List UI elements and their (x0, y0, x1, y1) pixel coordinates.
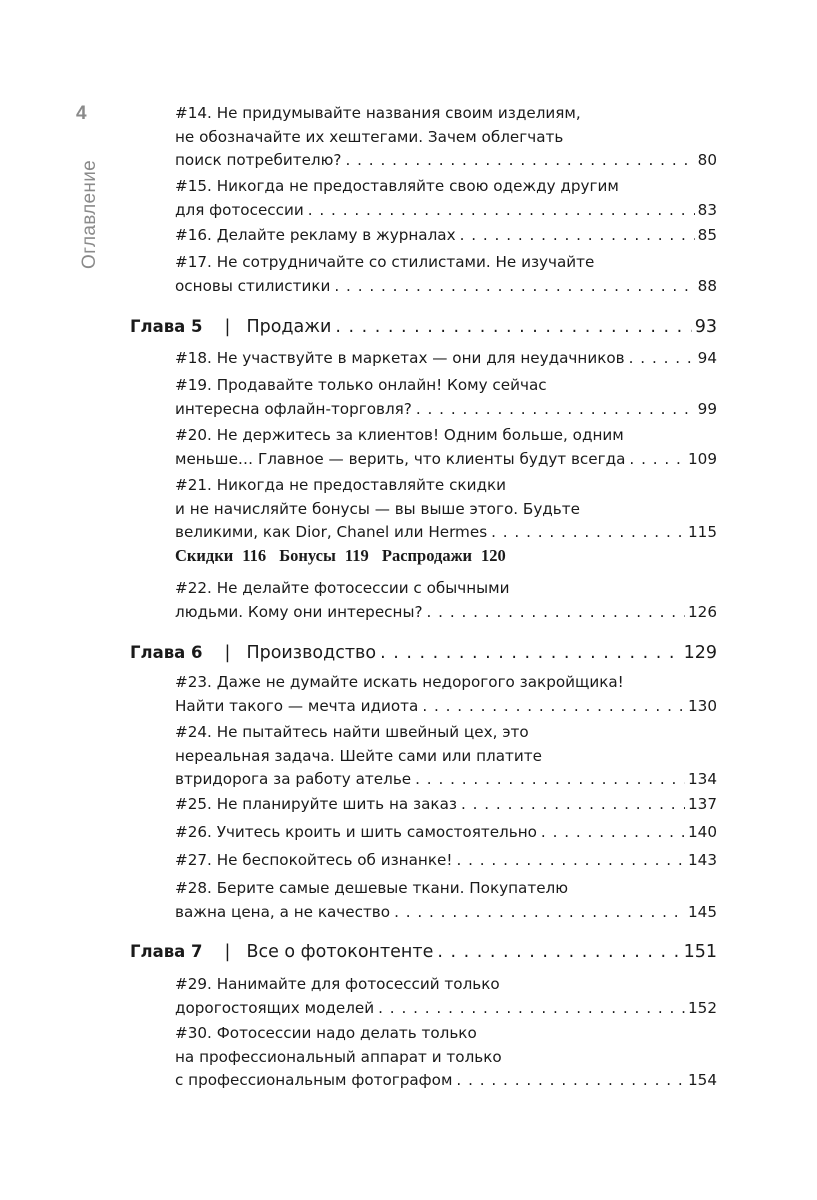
entry-line: дорогостоящих моделей (175, 998, 375, 1017)
toc-entry-16[interactable] (175, 224, 717, 248)
entry-line: #19. Продавайте только онлайн! Кому сейчас (175, 376, 547, 394)
subsection-label[interactable]: Скидки (175, 546, 234, 565)
entry-page: 154 (688, 1071, 717, 1089)
entry-page: 130 (688, 696, 717, 715)
leader-dots (378, 997, 685, 1021)
entry-line: #20. Не держитесь за клиентов! Одним больше, одним (175, 426, 624, 444)
leader-dots (334, 275, 694, 299)
chapter-label: Глава 6 (130, 643, 203, 662)
leader-dots (437, 939, 680, 965)
entry-page: 126 (688, 602, 717, 621)
chapter-6-heading[interactable] (130, 640, 717, 666)
leader-dots (427, 601, 685, 625)
subsection-list (175, 546, 515, 566)
entry-line: поиск потребителю? (175, 151, 342, 169)
entry-page: 140 (688, 823, 717, 841)
entry-line: #18. Не участвуйте в маркетах — они для неудачников (175, 349, 625, 367)
chapter-separator: | (224, 643, 231, 663)
toc-entry-15[interactable] (175, 175, 717, 222)
entry-page: 134 (688, 770, 717, 788)
chapter-title: Производство (246, 643, 377, 663)
entry-page: 137 (688, 795, 717, 813)
entry-page: 94 (697, 349, 717, 367)
chapter-page: 151 (683, 942, 717, 962)
entry-line: великими, как Dior, Chanel или Hermes (175, 523, 488, 541)
entry-line: #26. Учитесь кроить и шить самостоятельно (175, 823, 537, 841)
subsection-page: 120 (481, 546, 506, 565)
entry-line: основы стилистики (175, 276, 331, 295)
leader-dots (422, 695, 685, 719)
entry-line: интересна офлайн-торговля? (175, 399, 412, 418)
toc-entry-20[interactable] (175, 424, 717, 471)
leader-dots (629, 448, 685, 472)
entry-page: 85 (697, 226, 717, 244)
leader-dots (416, 398, 695, 422)
toc-entry-17[interactable] (175, 251, 717, 298)
entry-line: с профессиональным фотографом (175, 1071, 453, 1089)
entry-line: #15. Никогда не предоставляйте свою одежду другим (175, 177, 619, 195)
entry-line: #22. Не делайте фотосессии с обычными (175, 579, 510, 597)
leader-dots (629, 347, 695, 371)
toc-entry-27[interactable] (175, 849, 717, 873)
entry-page: 115 (688, 523, 717, 541)
entry-page: 99 (697, 399, 717, 418)
entry-page: 80 (697, 151, 717, 169)
subsection-label[interactable]: Распродажи (381, 546, 473, 565)
chapter-separator: | (224, 317, 231, 337)
leader-dots (394, 901, 685, 925)
page-number: 4 (76, 103, 87, 124)
entry-line: #30. Фотосессии надо делать только (175, 1024, 477, 1042)
entry-line: людьми. Кому они интересны? (175, 602, 423, 621)
leader-dots (415, 768, 685, 792)
subsection-page: 119 (344, 546, 369, 565)
toc-entry-26[interactable] (175, 821, 717, 845)
chapter-title: Все о фотоконтенте (246, 942, 434, 962)
toc-entry-28[interactable] (175, 877, 717, 924)
toc-entry-18[interactable] (175, 347, 717, 371)
toc-entry-14[interactable] (175, 102, 717, 173)
chapter-title: Продажи (246, 317, 332, 337)
leader-dots (456, 849, 685, 873)
toc-entry-23[interactable] (175, 671, 717, 718)
entry-line: #29. Нанимайте для фотосессий только (175, 975, 500, 993)
entry-line: не обозначайте их хештегами. Зачем облегчать (175, 127, 564, 146)
leader-dots (491, 521, 685, 545)
chapter-page: 93 (694, 317, 717, 337)
toc-entry-22[interactable] (175, 577, 717, 624)
entry-page: 88 (697, 276, 717, 295)
entry-line: #16. Делайте рекламу в журналах (175, 226, 456, 244)
subsection-label[interactable]: Бонусы (279, 546, 336, 565)
toc-entry-21[interactable] (175, 474, 717, 545)
chapter-separator: | (224, 942, 231, 962)
leader-dots (345, 149, 694, 173)
entry-line: Найти такого — мечта идиота (175, 696, 419, 715)
entry-line: #28. Берите самые дешевые ткани. Покупателю (175, 879, 569, 897)
subsection-page: 116 (242, 546, 267, 565)
chapter-5-heading[interactable] (130, 314, 717, 340)
section-label: Оглавление (79, 160, 100, 269)
chapter-label: Глава 5 (130, 317, 203, 336)
chapter-label: Глава 7 (130, 942, 203, 961)
entry-line: #24. Не пытайтесь найти швейный цех, это (175, 723, 529, 741)
entry-line: #17. Не сотрудничайте со стилистами. Не изучайте (175, 253, 595, 271)
entry-line: и не начисляйте бонусы — вы выше этого. Будьте (175, 499, 580, 518)
entry-line: нереальная задача. Шейте сами или платите (175, 746, 542, 765)
entry-line: #27. Не беспокойтесь об изнанке! (175, 851, 453, 869)
entry-line: #23. Даже не думайте искать недорогого закройщика! (175, 673, 624, 691)
leader-dots (541, 821, 685, 845)
entry-page: 152 (688, 998, 717, 1017)
entry-line: #14. Не придумывайте названия своим изделиям, (175, 104, 581, 122)
entry-line: #25. Не планируйте шить на заказ (175, 795, 457, 813)
entry-line: для фотосессии (175, 200, 304, 219)
leader-dots (335, 314, 691, 340)
leader-dots (380, 640, 681, 666)
leader-dots (308, 199, 695, 223)
toc-entry-30[interactable] (175, 1022, 717, 1093)
chapter-page: 129 (683, 643, 717, 663)
entry-page: 143 (688, 851, 717, 869)
entry-line: втридорога за работу ателье (175, 770, 412, 788)
leader-dots (456, 1069, 685, 1093)
toc-entry-25[interactable] (175, 793, 717, 817)
entry-page: 145 (688, 902, 717, 921)
toc-entry-29[interactable] (175, 973, 717, 1020)
entry-line: меньше… Главное — верить, что клиенты будут всегда (175, 449, 626, 468)
leader-dots (461, 793, 685, 817)
leader-dots (460, 224, 695, 248)
entry-page: 83 (697, 200, 717, 219)
entry-line: #21. Никогда не предоставляйте скидки (175, 476, 507, 494)
entry-line: важна цена, а не качество (175, 902, 391, 921)
entry-page: 109 (688, 449, 717, 468)
toc-entry-24[interactable] (175, 721, 717, 792)
chapter-7-heading[interactable] (130, 939, 717, 965)
toc-entry-19[interactable] (175, 374, 717, 421)
entry-line: на профессиональный аппарат и только (175, 1047, 502, 1066)
